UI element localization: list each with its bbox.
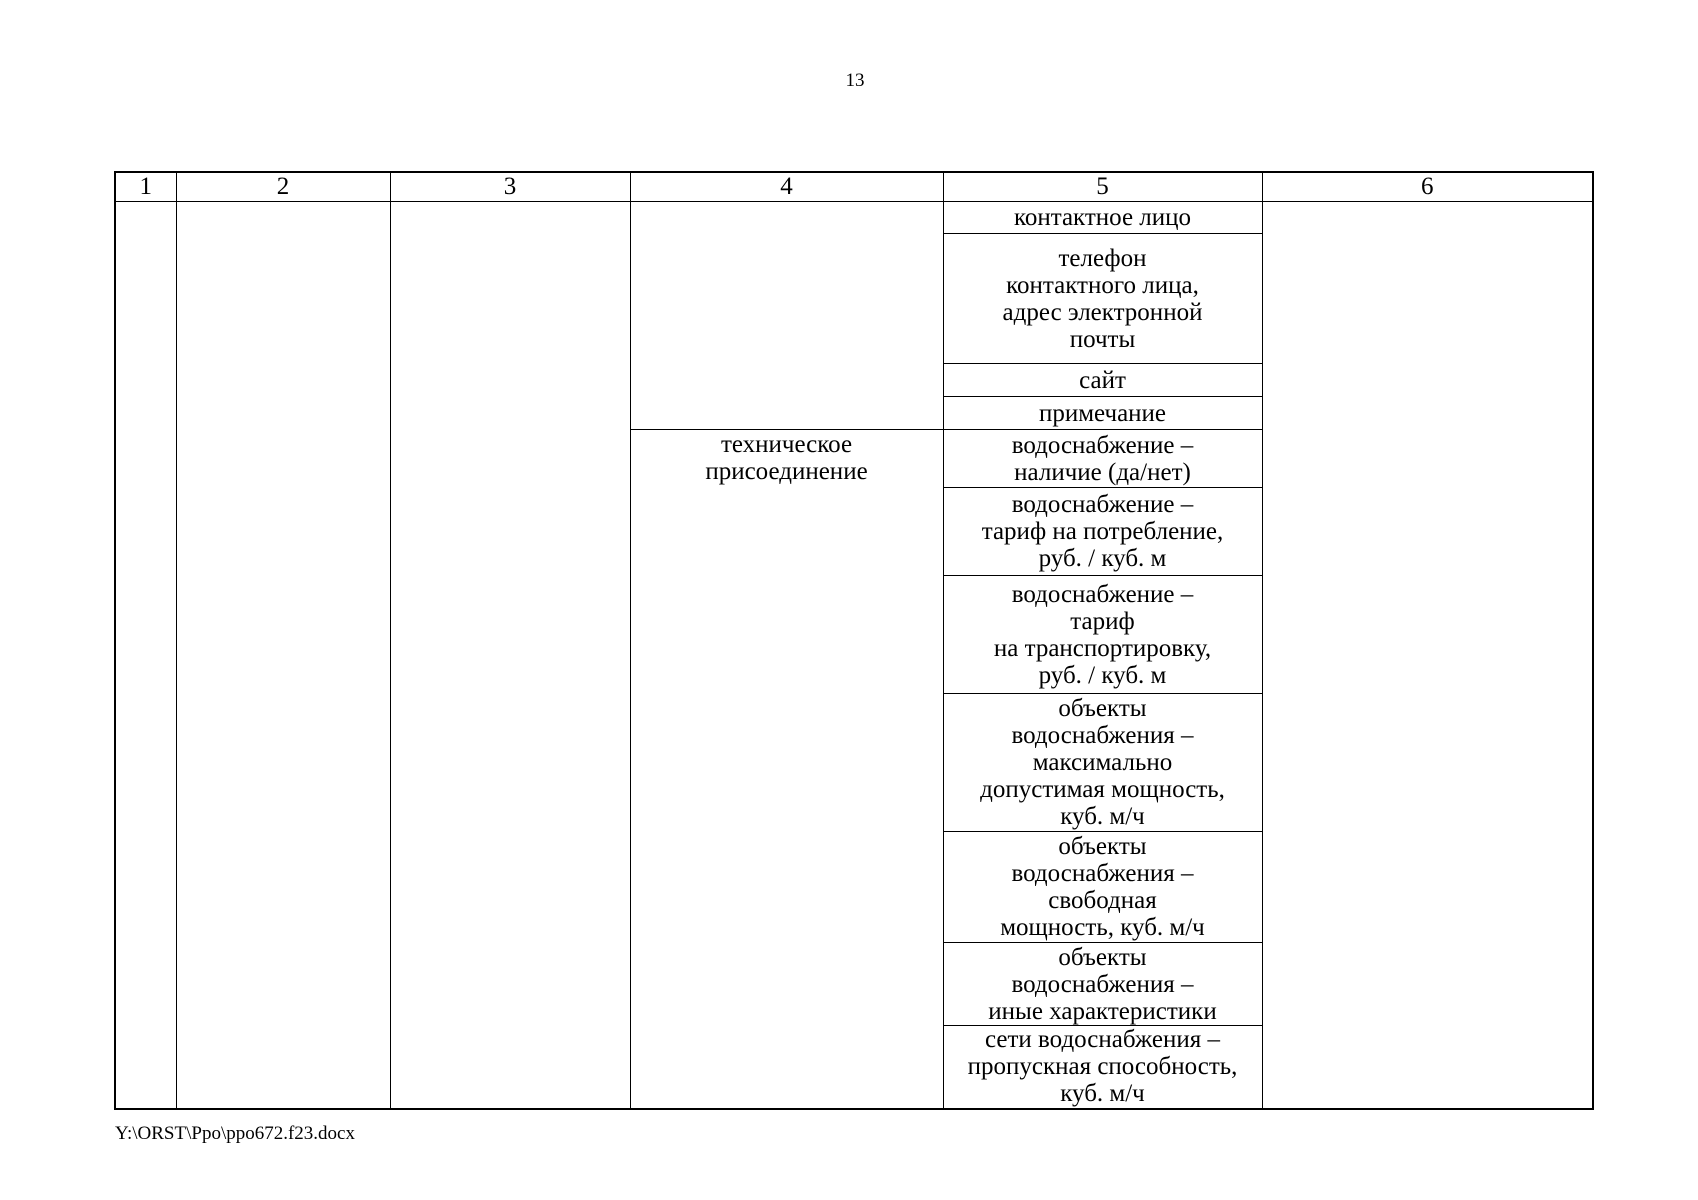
table-row bbox=[115, 202, 1593, 234]
field-water-network-throughput: сети водоснабжения – пропускная способность, куб. м/ч bbox=[943, 1026, 1262, 1109]
field-water-supply-transport-tariff: водоснабжение – тариф на транспортировку, руб. / куб. м bbox=[943, 576, 1262, 694]
column-header-6: 6 bbox=[1262, 172, 1593, 202]
column-header-2: 2 bbox=[176, 172, 390, 202]
field-water-objects-other: объекты водоснабжения – иные характеристики bbox=[943, 943, 1262, 1026]
column-header-1: 1 bbox=[115, 172, 176, 202]
field-water-objects-max-capacity: объекты водоснабжения – максимально допустимая мощность, куб. м/ч bbox=[943, 694, 1262, 832]
column-1-cell bbox=[115, 202, 176, 1109]
column-6-cell bbox=[1262, 202, 1593, 1109]
field-note: примечание bbox=[943, 397, 1262, 430]
field-technical-connection: техническое присоединение bbox=[630, 430, 943, 1109]
field-water-objects-free-capacity: объекты водоснабжения – свободная мощность, куб. м/ч bbox=[943, 832, 1262, 943]
table-header-row bbox=[115, 172, 1593, 202]
field-water-supply-availability: водоснабжение – наличие (да/нет) bbox=[943, 430, 1262, 488]
column-3-cell bbox=[390, 202, 630, 1109]
column-4-cell-empty bbox=[630, 202, 943, 430]
column-2-cell bbox=[176, 202, 390, 1109]
field-contact-phone-email: телефон контактного лица, адрес электронной почты bbox=[943, 234, 1262, 364]
field-water-supply-consumption-tariff: водоснабжение – тариф на потребление, руб. / куб. м bbox=[943, 488, 1262, 576]
column-header-5: 5 bbox=[943, 172, 1262, 202]
page-number: 13 bbox=[845, 70, 865, 91]
column-header-4: 4 bbox=[630, 172, 943, 202]
column-header-3: 3 bbox=[390, 172, 630, 202]
field-contact-person: контактное лицо bbox=[943, 202, 1262, 234]
footer-file-path: Y:\ORST\Ppo\ppo672.f23.docx bbox=[115, 1123, 355, 1144]
field-website: сайт bbox=[943, 364, 1262, 397]
data-table bbox=[114, 171, 1594, 1110]
